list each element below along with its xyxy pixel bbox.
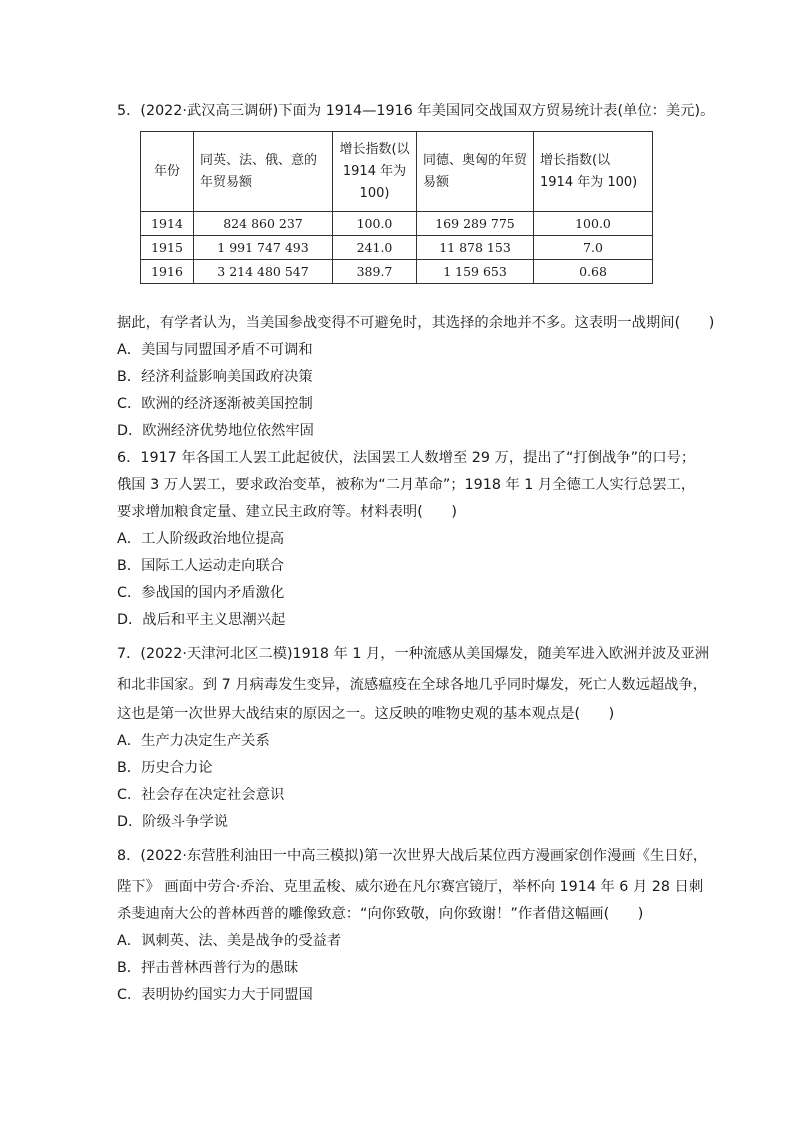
q8-stem-line: 杀斐迪南大公的普林西普的雕像致意：“向你致敬，向你致谢！”作者借这幅画( ) (117, 906, 644, 922)
q8-stem-line: 陛下》 画面中劳合·乔治、克里孟梭、威尔逊在凡尔赛宫镜厅，举杯向 1914 年 6 月 28 日刺 (117, 879, 704, 895)
table-cell: 169 289 775 (417, 212, 534, 236)
option-a: A．讽刺英、法、美是战争的受益者 (117, 933, 342, 949)
table-cell: 7.0 (534, 236, 653, 260)
q8-stem-line: 8．(2022·东营胜利油田一中高三模拟)第一次世界大战后某位西方漫画家创作漫画《生日好， (117, 848, 708, 864)
option-b: B．经济利益影响美国政府决策 (117, 369, 313, 385)
table-header-row (141, 132, 653, 212)
option-b: B．国际工人运动走向联合 (117, 558, 285, 574)
trade-stats-table (140, 131, 653, 284)
table-cell: 11 878 153 (417, 236, 534, 260)
option-a: A．美国与同盟国矛盾不可调和 (117, 342, 313, 358)
option-a: A．生产力决定生产关系 (117, 733, 270, 749)
option-b: B．抨击普林西普行为的愚昧 (117, 960, 299, 976)
table-cell: 100.0 (534, 212, 653, 236)
table-cell: 1 159 653 (417, 260, 534, 284)
q7-stem-line: 这也是第一次世界大战结束的原因之一。这反映的唯物史观的基本观点是( ) (117, 706, 615, 722)
option-d: D．阶级斗争学说 (117, 814, 229, 830)
option-b: B．历史合力论 (117, 760, 213, 776)
q6-stem-line: 俄国 3 万人罢工，要求政治变革，被称为“二月革命”；1918 年 1 月全德工人实行总罢工， (117, 477, 696, 493)
q6-stem-line: 要求增加粮食定量、建立民主政府等。材料表明( ) (117, 504, 457, 520)
q5-question: 据此，有学者认为，当美国参战变得不可避免时，其选择的余地并不多。这表明一战期间( ) (117, 315, 715, 331)
table-cell: 389.7 (333, 260, 417, 284)
option-d: D．战后和平主义思潮兴起 (117, 612, 286, 628)
q7-stem-line: 7．(2022·天津河北区二模)1918 年 1 月，一种流感从美国爆发，随美军进入欧洲并波及亚洲 (117, 646, 710, 662)
table-cell: 824 860 237 (194, 212, 333, 236)
q5-stem: 5．(2022·武汉高三调研)下面为 1914—1916 年美国同交战国双方贸易统计表(单位：美元)。 (117, 103, 715, 119)
table-cell: 3 214 480 547 (194, 260, 333, 284)
table-cell: 241.0 (333, 236, 417, 260)
option-d: D．欧洲经济优势地位依然牢固 (117, 423, 314, 439)
table-row (141, 236, 653, 260)
table-header: 年份 (141, 132, 194, 212)
table-header: 增长指数(以 1914 年为 100) (534, 132, 653, 212)
table-cell: 1914 (141, 212, 194, 236)
table-header: 同德、奥匈的年贸易额 (417, 132, 534, 212)
option-c: C．社会存在决定社会意识 (117, 787, 285, 803)
table-row (141, 260, 653, 284)
option-c: C．欧洲的经济逐渐被美国控制 (117, 396, 313, 412)
q6-stem-line: 6．1917 年各国工人罢工此起彼伏，法国罢工人数增至 29 万，提出了“打倒战争”的口号； (117, 450, 696, 466)
table-row (141, 212, 653, 236)
option-a: A．工人阶级政治地位提高 (117, 531, 285, 547)
option-c: C．参战国的国内矛盾激化 (117, 585, 285, 601)
option-c: C．表明协约国实力大于同盟国 (117, 987, 313, 1003)
table-cell: 100.0 (333, 212, 417, 236)
table-header: 同英、法、俄、意的年贸易额 (194, 132, 333, 212)
table-cell: 1 991 747 493 (194, 236, 333, 260)
table-header: 增长指数(以 1914 年为 100) (333, 132, 417, 212)
table-cell: 1916 (141, 260, 194, 284)
q7-stem-line: 和北非国家。到 7 月病毒发生变异，流感瘟疫在全球各地几乎同时爆发，死亡人数远超战争， (117, 677, 708, 693)
table-cell: 0.68 (534, 260, 653, 284)
table-cell: 1915 (141, 236, 194, 260)
